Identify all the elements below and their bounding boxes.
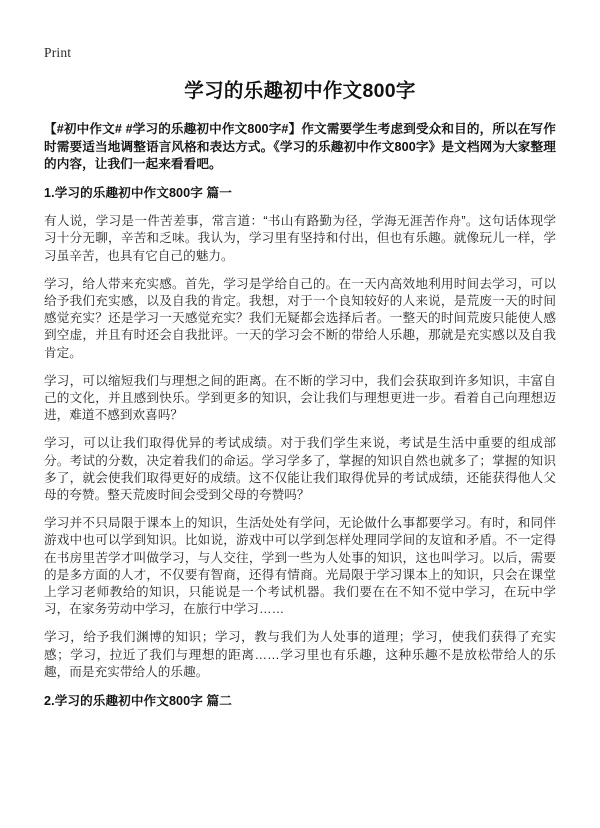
- section-heading-1: 1.学习的乐趣初中作文800字 篇一: [44, 185, 232, 200]
- document-body: [0, 121, 600, 710]
- lead-paragraph: 【#初中作文# #学习的乐趣初中作文800字#】作文需要学生考虑到受众和目的，所以在写作时需要适当地调整语言风格和表达方式。《学习的乐趣初中作文800字》是文档网为大家整理的内容，让我们一起来看看吧。: [44, 122, 556, 171]
- print-toolbar: [0, 0, 600, 66]
- print-link[interactable]: Print: [44, 45, 72, 60]
- paragraph: 有人说，学习是一件苦差事，常言道：“书山有路勤为径，学海无涯苦作舟”。这句话体现学习十分无聊，辛苦和乏味。我认为，学习里有坚持和付出，但也有乐趣。就像玩儿一样，学习虽辛苦，也具有它自己的魅力。: [44, 214, 556, 263]
- paragraph: 学习，给人带来充实感。首先，学习是学给自己的。在一天内高效地利用时间去学习，可以给予我们充实感，以及自我的肯定。我想，对于一个良知较好的人来说，是荒废一天的时间感觉充实？还是学习一天感觉充实？我们无疑都会选择后者。一整天的时间荒废只能使人感到空虚，并且有时还会自我批评。一天的学习会不断的带给人乐趣，那就是充实感以及自我肯定。: [44, 276, 556, 360]
- paragraph: 学习，给予我们渊博的知识；学习，教与我们为人处事的道理；学习，使我们获得了充实感；学习，拉近了我们与理想的距离……学习里也有乐趣，这种乐趣不是放松带给人的乐趣，而是充实带给人的乐趣。: [44, 630, 556, 679]
- page-title: 学习的乐趣初中作文800字: [184, 80, 416, 102]
- paragraph: 学习并不只局限于课本上的知识，生活处处有学问，无论做什么事都要学习。有时，和同伴游戏中也可以学到知识。比如说，游戏中可以学到怎样处理同学间的友谊和矛盾。不一定得在书房里苦学才叫做学习，与人交往，学到一些为人处事的知识，这也叫学习。以后，需要的是多方面的人才，不仅要有智商，还得有情商。光局限于学习课本上的知识，只会在课堂上学习老师教给的知识，只能说是一个考试机器。我们要在在不知不觉中学习，在玩中学习，在家务劳动中学习，在旅行中学习……: [44, 516, 556, 617]
- paragraph: 学习，可以让我们取得优异的考试成绩。对于我们学生来说，考试是生活中重要的组成部分。考试的分数，决定着我们的命运。学习学多了，掌握的知识自然也就多了；掌握的知识多了，就会使我们取得更好的成绩。这不仅能让我们取得优异的考试成绩，还能获得他人父母的夸赞。整天荒废时间会受到父母的夸赞吗？: [44, 436, 556, 502]
- section-heading-2: 2.学习的乐趣初中作文800字 篇二: [44, 694, 232, 709]
- paragraph: 学习，可以缩短我们与理想之间的距离。在不断的学习中，我们会获取到许多知识，丰富自己的文化，并且感到快乐。学到更多的知识，会让我们与理想更进一步。看着自己向理想迈进，难道不感到欢喜吗？: [44, 373, 556, 423]
